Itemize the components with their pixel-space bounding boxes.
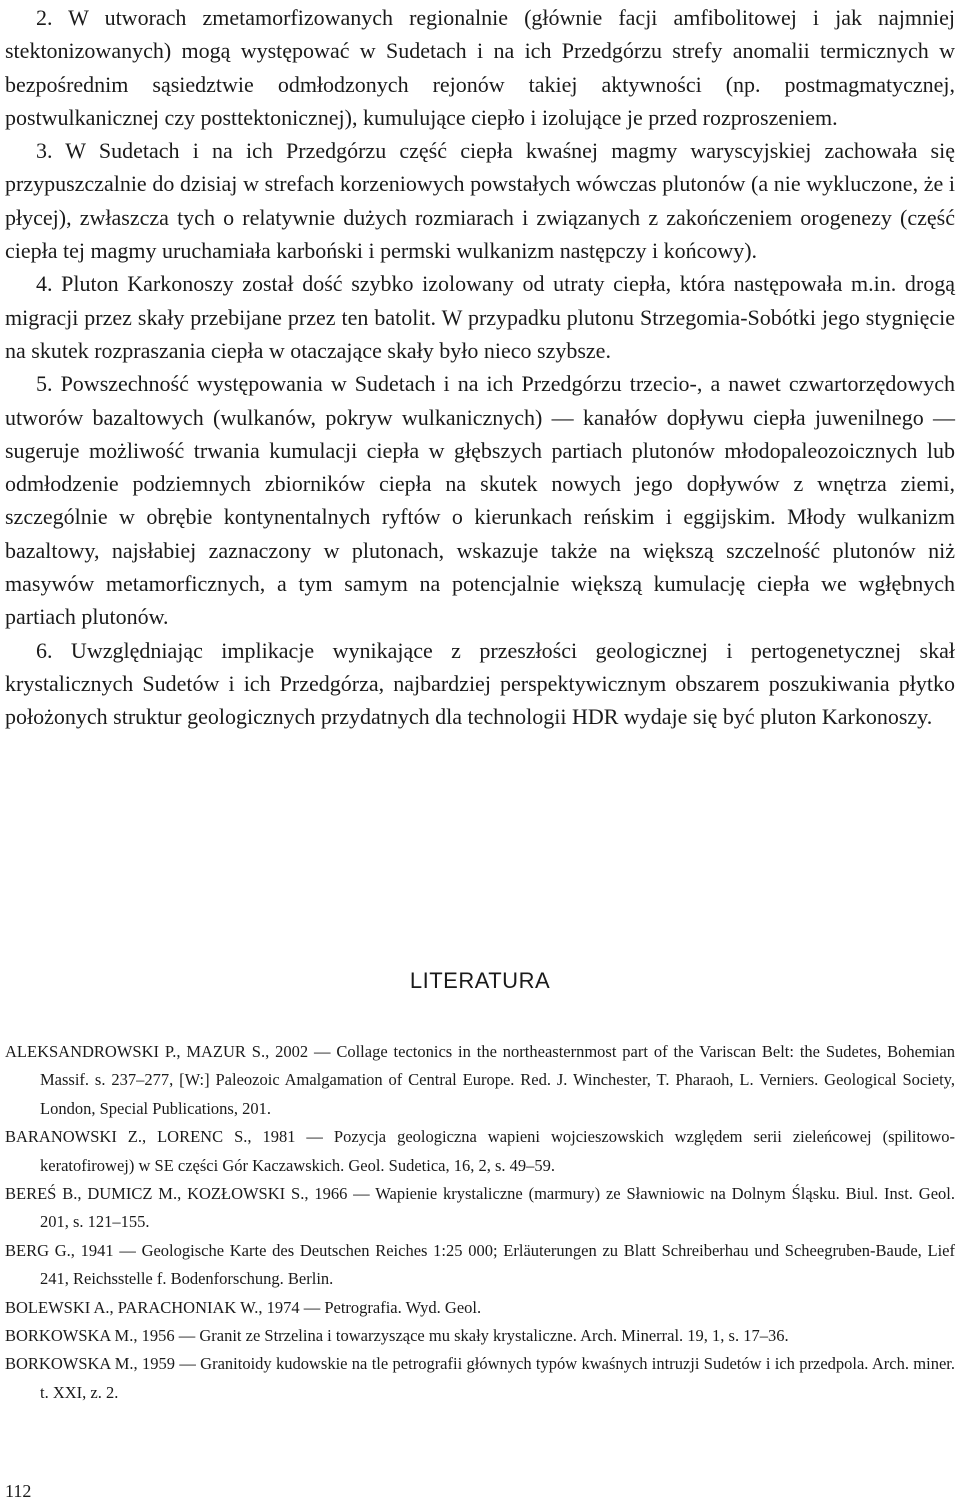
paragraph-3: 3. W Sudetach i na ich Przedgórzu część ciepła kwaśnej magmy waryscyjskiej zachowała się przypuszczalnie do dzisiaj w strefach korzeniowych powstałych wówczas plutonów (a nie wykluczone, że i płycej), zwłaszcza tych o relatywnie dużych rozmiarach i związanych z zakończeniem orogenezy (część ciepła tej magmy uruchamiała karboński i permski wulkanizm następczy i końcowy). <box>5 138 955 264</box>
literature-heading: LITERATURA <box>409 968 551 993</box>
reference-item: BEREŚ B., DUMICZ M., KOZŁOWSKI S., 1966 — Wapienie krystaliczne (marmury) ze Sławniowic na Dolnym Śląsku. Biul. Inst. Geol. 201, s. 121–155. <box>5 1184 955 1232</box>
reference-item: BORKOWSKA M., 1956 — Granit ze Strzelina i towarzyszące mu skały krystaliczne. Arch. Minerral. 19, 1, s. 17–36. <box>5 1326 789 1346</box>
paragraph-6: 6. Uwzględniając implikacje wynikające z przeszłości geologicznej i pertogenetycznej skał krystalicznych Sudetów i ich Przedgórza, najbardziej perspektywicznym obszarem poszukiwania płytko położonych struktur geologicznych przydatnych dla technologii HDR wydaje się być pluton Karkonoszy. <box>5 637 955 730</box>
reference-item: BARANOWSKI Z., LORENC S., 1981 — Pozycja geologiczna wapieni wojcieszowskich względem serii zieleńcowej (spilitowo-keratofirowej) w SE części Gór Kaczawskich. Geol. Sudetica, 16, 2, s. 49–59. <box>5 1127 955 1175</box>
reference-item: ALEKSANDROWSKI P., MAZUR S., 2002 — Collage tectonics in the northeasternmost part of the Variscan Belt: the Sudetes, Bohemian Massif. s. 237–277, [W:] Paleozoic Amalgamation of Central Europe. Red. J. Winchester, T. Pharaoh, L. Verniers. Geological Society, London, Special Publications, 201. <box>5 1042 955 1118</box>
paragraph-5: 5. Powszechność występowania w Sudetach i na ich Przedgórzu trzecio-, a nawet czwartorzędowych utworów bazaltowych (wulkanów, pokryw wulkanicznych) — kanałów dopływu ciepła juwenilnego — sugeruje możliwość trwania kumulacji ciepła w głębszych partiach plutonów młodopaleozoicznych lub odmłodzenie podziemnych zbiorników ciepła na skutek nowych jego dopływów z wnętrza ziemi, szczególnie w obrębie kontynentalnych ryftów o kierunkach reńskim i eggijskim. Młody wulkanizm bazaltowy, najsłabiej zaznaczony w plutonach, wskazuje także na większą szczelność plutonów niż masywów metamorficznych, a tym samym na potencjalnie większą kumulację ciepła we wgłębnych partiach plutonów. <box>5 371 955 630</box>
reference-item: BOLEWSKI A., PARACHONIAK W., 1974 — Petrografia. Wyd. Geol. <box>5 1297 482 1317</box>
reference-item: BORKOWSKA M., 1959 — Granitoidy kudowskie na tle petrografii głównych typów kwaśnych intruzji Sudetów i ich przedpola. Arch. miner. t. XXI, z. 2. <box>5 1354 955 1402</box>
reference-item: BERG G., 1941 — Geologische Karte des Deutschen Reiches 1:25 000; Erläuterungen zu Blatt Schreiberhau und Scheegruben-Baude, Lief 241, Reichsstelle f. Bodenforschung. Berlin. <box>5 1240 955 1289</box>
paragraph-4: 4. Pluton Karkonoszy został dość szybko izolowany od utraty ciepła, która następowała m.in. drogą migracji przez skały przebijane przez ten batolit. W przypadku plutonu Strzegomia-Sobótki jego stygnięcie na skutek rozpraszania ciepła w otaczające skały było nieco szybsze. <box>5 271 955 363</box>
reference-list <box>5 1038 955 1407</box>
page-number: 112 <box>5 1481 32 1501</box>
body-text <box>5 1 955 734</box>
paragraph-2: 2. W utworach zmetamorfizowanych regionalnie (głównie facji amfibolitowej i jak najmniej stektonizowanych) mogą występować w Sudetach i na ich Przedgórzu strefy anomalii termicznych w bezpośrednim sąsiedztwie odmłodzonych rejonów takiej aktywności (np. postmagmatycznej, postwulkanicznej czy posttektonicznej), kumulujące ciepło i izolujące je przed rozproszeniem. <box>5 5 955 130</box>
